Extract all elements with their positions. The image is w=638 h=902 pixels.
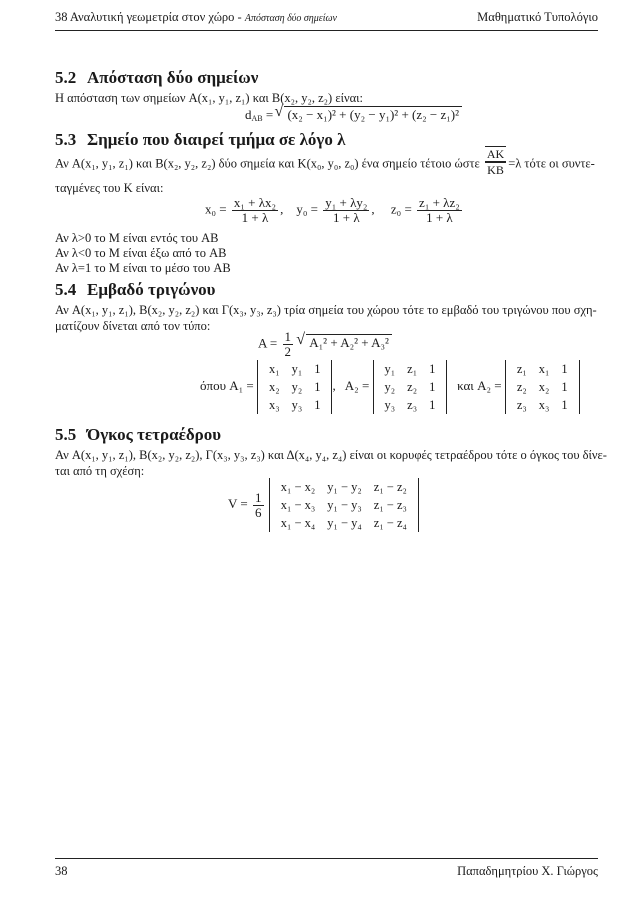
determinant-cell: x₁ − x₂ bbox=[280, 480, 316, 494]
page-footer bbox=[55, 864, 598, 879]
determinant-volume bbox=[269, 478, 419, 532]
section-title: Σημείο που διαιρεί τμήμα σε λόγο λ bbox=[87, 130, 346, 149]
header-left bbox=[55, 10, 337, 25]
and-label: και bbox=[457, 377, 474, 393]
a1-lhs: A₁ = bbox=[229, 377, 254, 393]
determinant-cell: x₂ bbox=[538, 380, 550, 394]
determinant-row bbox=[275, 496, 413, 514]
determinant-cell: 1 bbox=[429, 362, 436, 376]
section-heading-5-3 bbox=[55, 130, 345, 150]
s53-line1-text: Αν A(x₁, y₁, z₁) και B(x₂, y₂, z₂) δύο σημεία και K(x₀, y₀, z₀) ένα σημείο τέτοιο ώστε bbox=[55, 156, 480, 171]
determinant-cell: z₁ bbox=[407, 362, 418, 376]
determinant-cell: z₁ − z₂ bbox=[373, 480, 407, 494]
determinant-cell: 1 bbox=[314, 398, 321, 412]
s53-line1 bbox=[55, 147, 598, 177]
determinant-row bbox=[511, 378, 574, 396]
determinant-cell: z₁ bbox=[516, 362, 527, 376]
determinant-row bbox=[379, 360, 442, 378]
determinant-cell: 1 bbox=[314, 380, 321, 394]
determinant-a3 bbox=[505, 360, 580, 414]
header-right: Μαθηματικό Τυπολόγιο bbox=[477, 10, 598, 24]
determinant-row bbox=[511, 360, 574, 378]
page-header bbox=[55, 10, 598, 25]
case-positive: Αν λ>0 το M είναι εντός του AB bbox=[55, 231, 219, 245]
determinant-cell: x₁ bbox=[269, 362, 280, 376]
determinant-cell: x₂ bbox=[269, 380, 280, 394]
determinant-row bbox=[379, 396, 442, 414]
section-number: 5.3 bbox=[55, 130, 77, 149]
x0-fraction: $\frac{\text{x₁ + λx₂}}{1 + \lambda}$ bbox=[233, 195, 277, 225]
s54-line2: ματίζουν δίνεται από τον τύπο: bbox=[55, 319, 211, 333]
separator: , bbox=[371, 201, 375, 217]
division-formulas bbox=[205, 196, 464, 225]
footer-rule bbox=[55, 858, 598, 859]
section-number: 5.4 bbox=[55, 280, 77, 299]
ratio-fraction: $\frac{AK}{KB}$ bbox=[486, 147, 505, 177]
distance-lhs: $d_{AB}$ = bbox=[245, 107, 277, 123]
determinant-cell: x₁ − x₃ bbox=[280, 498, 316, 512]
section-number: 5.5 bbox=[55, 425, 77, 444]
footer-author: Παπαδημητρίου Χ. Γιώργος bbox=[457, 864, 598, 878]
determinant-row bbox=[263, 396, 326, 414]
determinant-cell: y₂ bbox=[291, 380, 303, 394]
s53-line2: ταγμένες του K είναι: bbox=[55, 181, 164, 195]
determinant-row bbox=[275, 478, 413, 496]
z0-fraction: $\frac{\text{z₁ + λz₂}}{1 + \lambda}$ bbox=[419, 195, 460, 225]
volume-formula bbox=[228, 478, 419, 532]
determinant-cell: z₁ − z₃ bbox=[373, 498, 407, 512]
section-title: Όγκος τετραέδρου bbox=[87, 425, 222, 444]
determinant-cell: x₃ bbox=[269, 398, 280, 412]
s55-line2: ται από τη σχέση: bbox=[55, 464, 145, 478]
determinant-cell: 1 bbox=[561, 380, 568, 394]
determinant-cell: 1 bbox=[429, 380, 436, 394]
determinant-cell: y₁ − y₄ bbox=[327, 516, 362, 530]
section-number: 5.2 bbox=[55, 68, 77, 87]
a2-lhs: A₂ = bbox=[344, 377, 370, 393]
area-lhs: A = bbox=[258, 335, 278, 351]
determinant-row bbox=[379, 378, 442, 396]
determinant-cell: 1 bbox=[314, 362, 321, 376]
determinant-row bbox=[263, 378, 326, 396]
determinant-cell: 1 bbox=[561, 362, 568, 376]
header-section: Απόσταση δύο σημείων bbox=[244, 13, 337, 24]
y0-fraction: $\frac{\text{y₁ + λy₂}}{1 + \lambda}$ bbox=[325, 195, 368, 225]
determinant-cell: x₁ − x₄ bbox=[280, 516, 316, 530]
area-formula bbox=[258, 330, 392, 359]
case-negative: Αν λ<0 το M είναι έξω από το AB bbox=[55, 246, 227, 260]
area-root: √ A₁² + A₂² + A₃² bbox=[306, 334, 392, 351]
determinant-cell: y₁ − y₃ bbox=[327, 498, 362, 512]
separator: , bbox=[332, 377, 336, 393]
s52-intro: Η απόσταση των σημείων A(x₁, y₁, z₁) και B(x₂, y₂, z₂) είναι: bbox=[55, 91, 363, 105]
header-chapter: 38 Αναλυτική γεωμετρία στον χώρο - bbox=[55, 10, 245, 24]
determinant-cell: y₁ − y₂ bbox=[327, 480, 362, 494]
half-fraction: $\frac{1}{2}$ bbox=[284, 329, 292, 359]
determinant-cell: z₂ bbox=[516, 380, 527, 394]
y0-lhs: y₀ = bbox=[296, 201, 318, 217]
z0-lhs: z₀ = bbox=[390, 201, 412, 217]
section-heading-5-4 bbox=[55, 280, 216, 300]
determinant-row bbox=[511, 396, 574, 414]
case-midpoint: Αν λ=1 το M είναι το μέσο του AB bbox=[55, 261, 231, 275]
determinant-row bbox=[263, 360, 326, 378]
determinant-cell: 1 bbox=[561, 398, 568, 412]
x0-lhs: x₀ = bbox=[205, 201, 227, 217]
determinant-cell: z₃ bbox=[407, 398, 418, 412]
s55-line1: Αν A(x₁, y₁, z₁), B(x₂, y₂, z₂), Γ(x₃, y₃, z₃) και Δ(x₄, y₄, z₄) είναι οι κορυφές τετραέδρου τότε ο όγκος του δίνε- bbox=[55, 448, 607, 462]
determinant-cell: y₃ bbox=[291, 398, 303, 412]
determinant-a2 bbox=[373, 360, 448, 414]
where-label: όπου bbox=[200, 377, 226, 393]
distance-root: √ (x₂ − x₁)² + (y₂ − y₁)² + (z₂ − z₁)² bbox=[284, 106, 462, 123]
determinant-cell: 1 bbox=[429, 398, 436, 412]
determinant-cell: z₁ − z₄ bbox=[373, 516, 407, 530]
determinant-cell: x₃ bbox=[538, 398, 550, 412]
distance-formula bbox=[245, 106, 462, 123]
determinant-a1 bbox=[257, 360, 332, 414]
determinant-cell: y₂ bbox=[384, 380, 396, 394]
section-heading-5-5 bbox=[55, 425, 221, 445]
determinant-cell: z₃ bbox=[516, 398, 527, 412]
s53-line1-end: =λ τότε οι συντε- bbox=[508, 156, 595, 171]
determinant-row bbox=[275, 514, 413, 532]
sixth-fraction: $\frac{1}{6}$ bbox=[255, 489, 262, 520]
determinant-cell: z₂ bbox=[407, 380, 418, 394]
area-determinants bbox=[200, 360, 580, 414]
header-rule bbox=[55, 30, 598, 31]
section-title: Απόσταση δύο σημείων bbox=[87, 68, 259, 87]
separator: , bbox=[280, 201, 284, 217]
footer-page-number: 38 bbox=[55, 864, 68, 878]
determinant-cell: y₁ bbox=[384, 362, 396, 376]
volume-lhs: V = bbox=[228, 495, 248, 511]
determinant-cell: x₁ bbox=[538, 362, 550, 376]
section-heading-5-2 bbox=[55, 68, 258, 88]
section-title: Εμβαδό τριγώνου bbox=[87, 280, 216, 299]
determinant-cell: y₃ bbox=[384, 398, 396, 412]
s54-line1: Αν A(x₁, y₁, z₁), B(x₂, y₂, z₂) και Γ(x₃, y₃, z₃) τρία σημεία του χώρου τότε το εμβαδό του τριγώνου που σχη- bbox=[55, 303, 597, 317]
a3-lhs: A₂ = bbox=[477, 377, 502, 393]
determinant-cell: y₁ bbox=[291, 362, 303, 376]
